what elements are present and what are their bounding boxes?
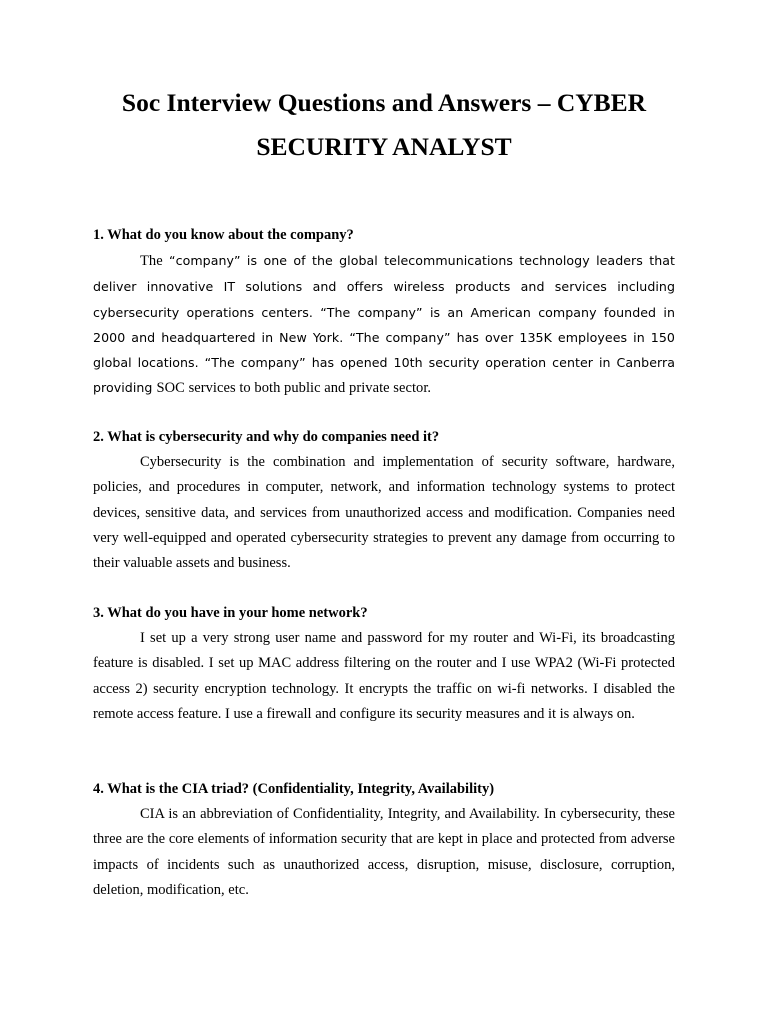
- answer-lead-text: The: [140, 253, 163, 269]
- qa-section-4: [93, 780, 675, 903]
- qa-section-3: [93, 604, 675, 727]
- document-title-line-1: Soc Interview Questions and Answers – CYBER: [121, 88, 647, 117]
- answer-body-text: “company” is one of the global telecommunications technology leaders that deliver innovative IT solutions and offers wireless products and services including cybersecurity operations centers. “The company” is an American company founded in 2000 and headquartered in New York. “The company” has over 135K employees in 150 global locations. “The company” has opened 10th security operation center in Canberra providing: [93, 253, 675, 396]
- document-title-line-2: SECURITY ANALYST: [256, 132, 512, 161]
- question-heading: 1. What do you know about the company?: [93, 227, 354, 243]
- qa-section-1: [93, 226, 675, 402]
- answer-tail-text: SOC services to both public and private sector.: [156, 380, 432, 397]
- answer-paragraph: Cybersecurity is the combination and implementation of security software, hardware, policies, and procedures in computer, network, and information technology systems to protect devices, sensitive data, and services from unauthorized access and modification. Companies need very well-equipped and operated cybersecurity strategies to prevent any damage from occurring to their valuable assets and business.: [93, 454, 675, 572]
- question-heading: 4. What is the CIA triad? (Confidentiality, Integrity, Availability): [93, 781, 495, 797]
- answer-paragraph: I set up a very strong user name and password for my router and Wi-Fi, its broadcasting feature is disabled. I set up MAC address filtering on the router and I use WPA2 (Wi-Fi protected access 2) security encryption technology. It encrypts the traffic on wi-fi networks. I disabled the remote access feature. I use a firewall and configure its security measures and it is always on.: [93, 630, 675, 722]
- question-heading: 3. What do you have in your home network?: [93, 605, 368, 621]
- answer-paragraph: CIA is an abbreviation of Confidentiality, Integrity, and Availability. In cybersecurity, these three are the core elements of information security that are kept in place and protected from adverse impacts of incidents such as unauthorized access, disruption, misuse, disclosure, corruption, deletion, modification, etc.: [93, 806, 675, 898]
- answer-paragraph: [93, 248, 675, 402]
- qa-section-2: [93, 428, 675, 576]
- question-heading: 2. What is cybersecurity and why do companies need it?: [93, 429, 440, 445]
